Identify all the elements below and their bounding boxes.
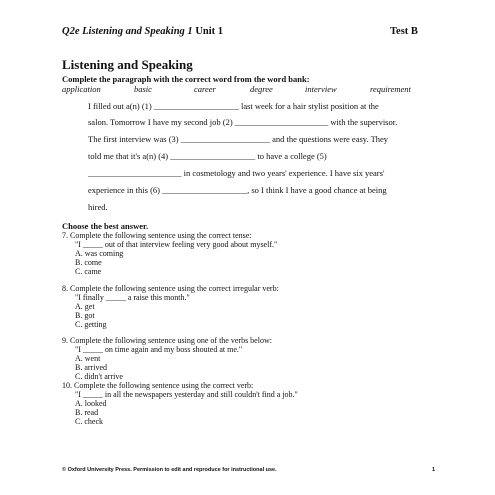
page-number: 1 [432, 467, 436, 473]
answer-option: A. was coming [75, 249, 124, 258]
word-bank-item: requirement [370, 84, 411, 94]
question-sentence: "I _____ in all the newspapers yesterday and still couldn't find a job." [75, 390, 298, 399]
paragraph-line: The first interview was (3) _____________________ and the questions were easy. They [88, 134, 389, 144]
question-sentence: "I _____ out of that interview feeling very good about myself." [75, 240, 278, 249]
answer-option: A. looked [75, 399, 107, 408]
copyright-footer: © Oxford University Press. Permission to edit and reproduce for instructional use. [62, 467, 277, 473]
paragraph-line: hired. [88, 202, 108, 212]
answer-option: C. didn't arrive [75, 372, 123, 381]
test-title: Q2e Listening and Speaking 1 Unit 1 [62, 26, 224, 37]
word-bank-item: basic [134, 84, 152, 94]
answer-option: C. getting [75, 320, 107, 329]
part2-instruction: Choose the best answer. [62, 221, 149, 231]
word-bank-item: degree [250, 84, 273, 94]
answer-option: B. come [75, 258, 102, 267]
answer-option: B. read [75, 408, 99, 417]
paragraph-line: experience in this (6) ____________________, so I think I have a good chance at being [88, 185, 387, 195]
word-bank-item: career [194, 84, 216, 94]
answer-option: B. arrived [75, 363, 107, 372]
word-bank-item: application [62, 84, 101, 94]
answer-option: C. came [75, 267, 102, 276]
question-stem: 7. Complete the following sentence using the correct tense: [62, 231, 252, 240]
question-sentence: "I finally _____ a raise this month." [75, 293, 190, 302]
question-stem: 9. Complete the following sentence using one of the verbs below: [62, 336, 272, 345]
unit-label: Unit 1 [195, 26, 224, 37]
answer-option: C. check [75, 417, 103, 426]
paragraph-line: salon. Tomorrow I have my second job (2) ______________________ with the supervisor. [88, 117, 398, 127]
question-stem: 8. Complete the following sentence using the correct irregular verb: [62, 284, 279, 293]
question-sentence: "I _____ on time again and my boss shouted at me." [75, 345, 243, 354]
test-version: Test B [390, 26, 418, 37]
part1-instruction: Complete the paragraph with the correct word from the word bank: [62, 74, 310, 84]
paragraph-line: I filled out a(n) (1) ____________________ last week for a hair stylist position at the [88, 101, 379, 111]
section-title: Listening and Speaking [62, 57, 193, 72]
answer-option: B. got [75, 311, 95, 320]
question-stem: 10. Complete the following sentence using the correct verb: [62, 381, 254, 390]
paragraph-line: told me that it's a(n) (4) ____________________ to have a college (5) [88, 151, 327, 161]
answer-option: A. get [75, 302, 95, 311]
word-bank-item: interview [305, 84, 337, 94]
paragraph-line: ______________________ in cosmetology and two years' experience. I have six years' [88, 168, 385, 178]
answer-option: A. went [75, 354, 101, 363]
